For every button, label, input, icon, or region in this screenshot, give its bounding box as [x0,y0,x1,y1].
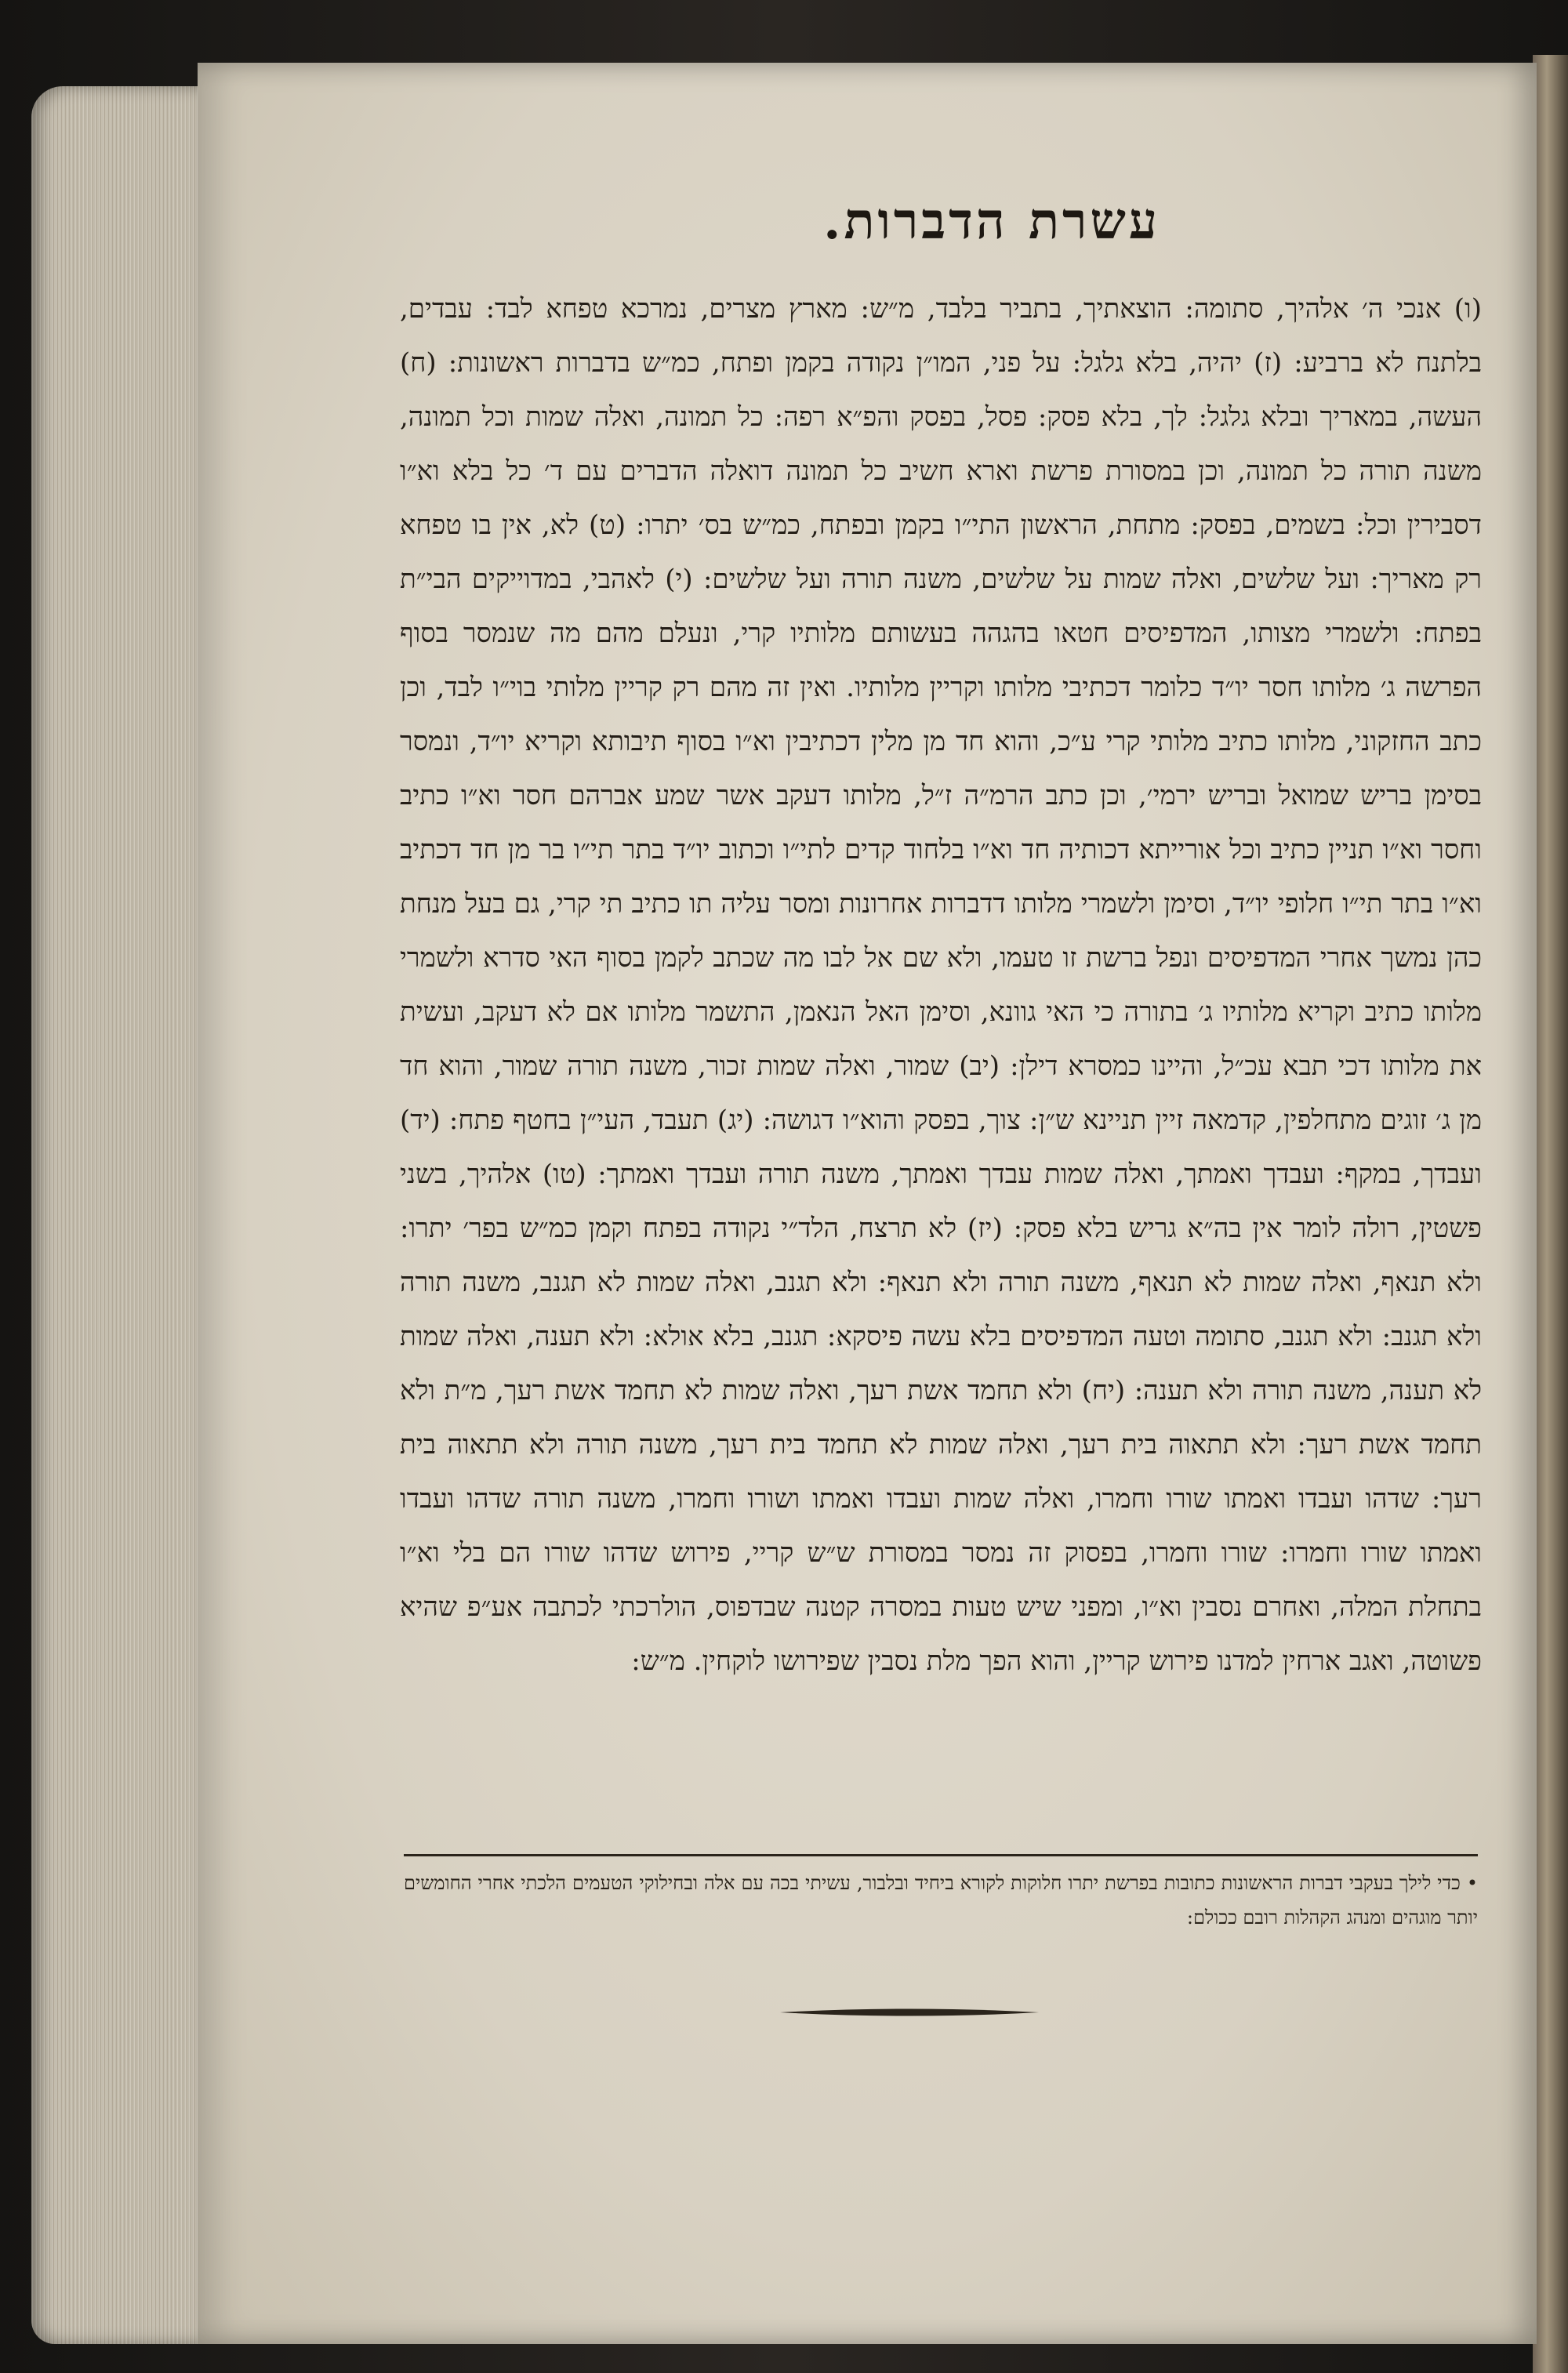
footnote-divider [404,1854,1478,1856]
commentary-paragraph: (ו) אנכי ה׳ אלהיך, סתומה: הוצאתיך, בתביר בלבד, מ״ש: מארץ מצרים, נמרכא טפחא לבד: עבדים, בלתנח לא ברביע: (ז) יהיה, בלא גלגל: על פני, המו״ן נקודה בקמן ופתח, כמ״ש בדברות ראשונות: (ח) העשה, במאריך ובלא גלגל: לך, בלא פסק: פסל, בפסק והפ״א רפה: כל תמונה, ואלה שמות וכל תמונה, משנה תורה כל תמונה, וכן במסורת פרשת וארא חשיב כל תמונה דואלה הדברים עם ד׳ כל בלא וא״ו דסבירין וכל: בשמים, בפסק: מתחת, הראשון התי״ו בקמן ובפתח, כמ״ש בס׳ יתרו: (ט) לא, אין בו טפחא רק מאריך: ועל שלשים, ואלה שמות על שלשים, משנה תורה ועל שלשים: (י) לאהבי, במדוייקים הבי״ת בפתח: ולשמרי מצותו, המדפיסים חטאו בהגהה בעשותם מלותיו קרי, ונעלם מהם מה שנמסר בסוף הפרשה ג׳ מלותו חסר יו״ד כלומר דכתיבי מלותו וקריין מלותיו. ואין זה מהם רק קריין מלותי בוי״ו לבד, וכן כתב החזקוני, מלותו כתיב מלותי קרי ע״כ, והוא חד מן מלין דכתיבין וא״ו בסוף תיבותא וקריא יו״ד, ונמסר בסימן בריש שמואל ובריש ירמי׳, וכן כתב הרמ״ה ז״ל, מלותו דעקב אשר שמע אברהם חסר וא״ו כתיב וחסר וא״ו תניין כתיב וכל אורייתא דכותיה חד וא״ו בלחוד קדים לתי״ו וכתוב יו״ד בתר תי״ו בר מן חד דכתיב וא״ו בתר תי״ו חלופי יו״ד, וסימן ולשמרי מלותו דדברות אחרונות ומסר עליה תו כתיב תי קרי, גם בעל מנחת כהן נמשך אחרי המדפיסים ונפל ברשת זו טעמו, ולא שם אל לבו מה שכתב לקמן בסוף האי סדרא ולשמרי מלותו כתיב וקריא מלותיו ג׳ בתורה כי האי גוונא, וסימן האל הנאמן, התשמר מלותו אם לא דעקב, ועשית את מלותו דכי תבא עכ״ל, והיינו כמסרא דילן: (יב) שמור, ואלה שמות זכור, משנה תורה שמור, והוא חד מן ג׳ זוגים מתחלפין, קדמאה זיין תניינא ש״ן: צוך, בפסק והוא״ו דגושה: (יג) תעבד, העי״ן בחטף פתח: (יד) ועבדך, במקף: ועבדך ואמתך, ואלה שמות עבדך ואמתך, משנה תורה ועבדך ואמתך: (טו) אלהיך, בשני פשטין, רולה לומר אין בה״א גריש בלא פסק: (יז) לא תרצח, הלד״י נקודה בפתח וקמן כמ״ש בפר׳ יתרו: ולא תנאף, ואלה שמות לא תנאף, משנה תורה ולא תנאף: ולא תגנב, ואלה שמות לא תגנב, משנה תורה ולא תגנב: ולא תגנב, סתומה וטעה המדפיסים בלא עשה פיסקא: תגנב, בלא אולא: ולא תענה, ואלה שמות לא תענה, משנה תורה ולא תענה: (יח) ולא תחמד אשת רעך, ואלה שמות לא תחמד אשת רעך, מ״ת ולא תחמד אשת רעך: ולא תתאוה בית רעך, ואלה שמות לא תחמד בית רעך, משנה תורה ולא תתאוה בית רעך: שדהו ועבדו ואמתו שורו וחמרו, ואלה שמות ועבדו ואמתו ושורו וחמרו, משנה תורה שדהו ועבדו ואמתו שורו וחמרו: שורו וחמרו, בפסוק זה נמסר במסורת ש״ש קריי, פירוש שדהו שורו הם בלי וא״ו בתחלת המלה, ואחרם נסבין וא״ו, ומפני שיש טעות במסרה קטנה שבדפוס, הולרכתי לכתבה אע״פ שהיא פשוטה, ואגב ארחין למדנו פירוש קריין, והוא הפך מלת נסבין שפירושו לוקחין. מ״ש: [400,293,1482,1677]
footnote [404,1866,1478,1935]
book-page-edges [31,86,200,2344]
commentary-text [400,282,1482,1689]
end-ornament [780,2007,1039,2018]
footnote-text: כדי לילך בעקבי דברות הראשונות כתובות בפרשת יתרו חלוקות לקורא ביחיד ובלבור, עשיתי בכה עם אלה ובחילוקי הטעמים הלכתי אחרי החומשים יותר מוגהים ומנהג הקהלות רובם ככולם: [404,1872,1478,1929]
footnote-marker: • [1466,1872,1478,1894]
book-right-edge [1533,55,1568,2373]
page-title: עשרת הדברות. [823,192,1160,251]
